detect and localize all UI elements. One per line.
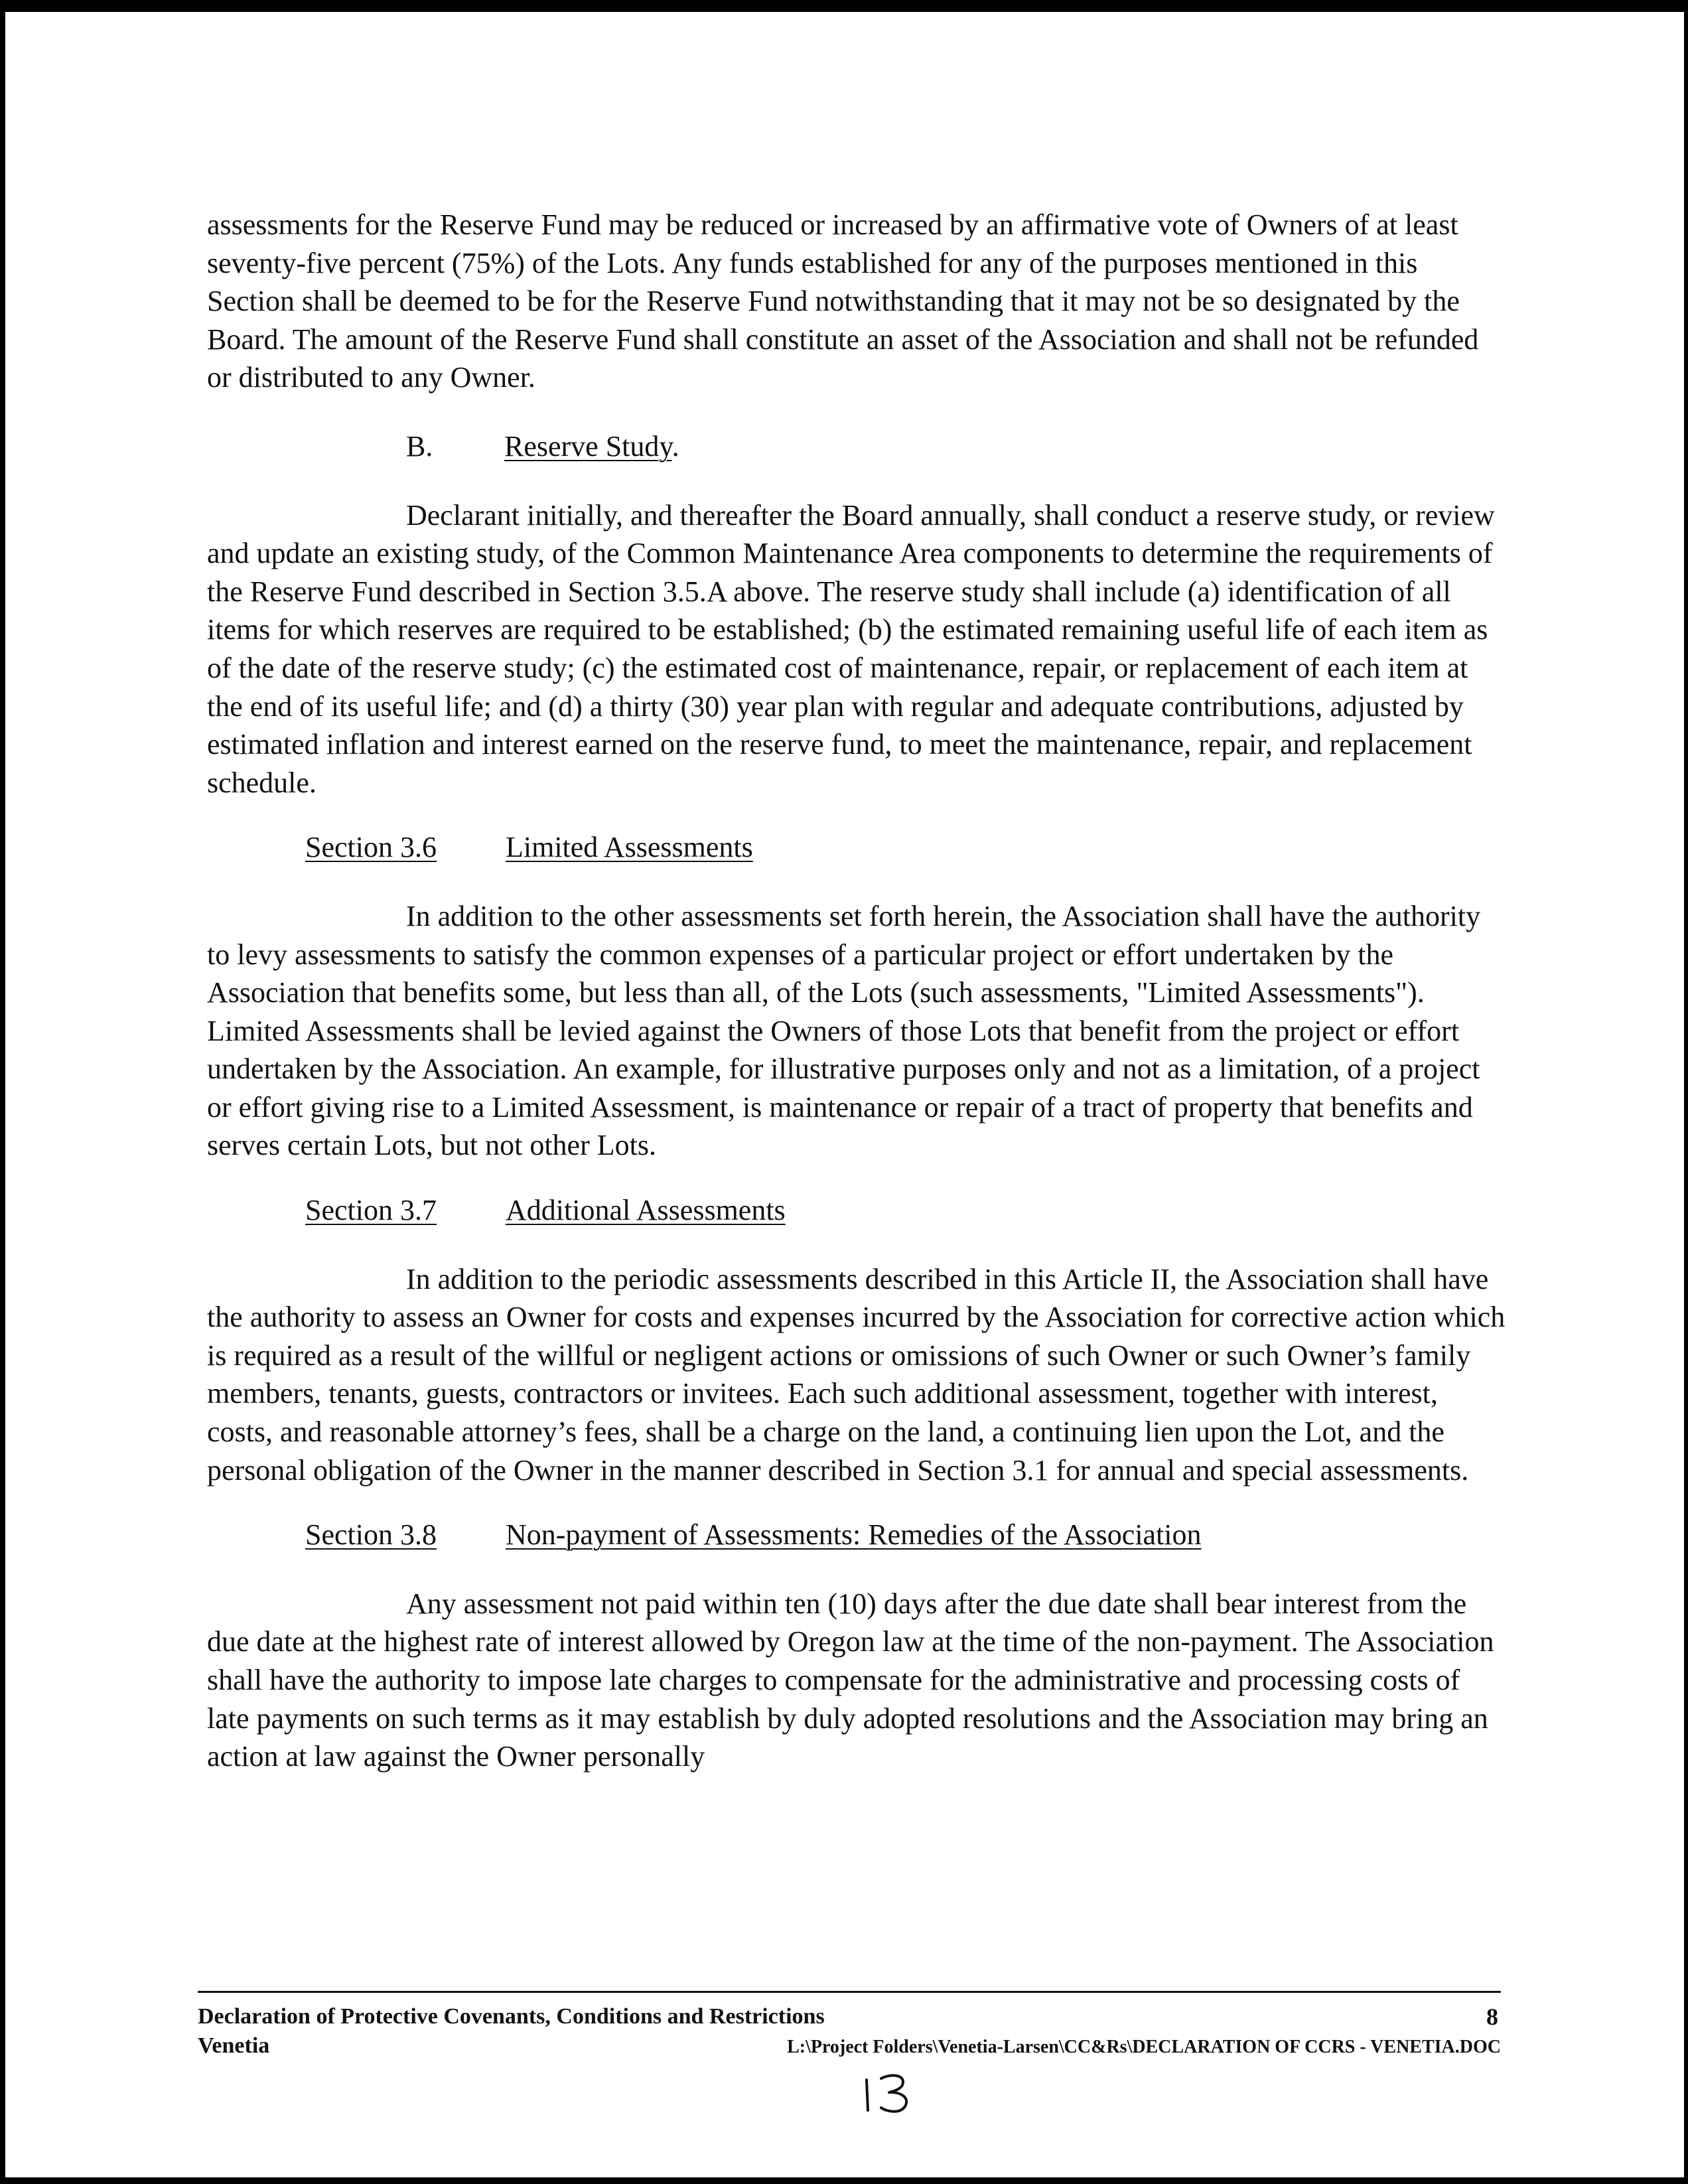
- section-3-6-title: Limited Assessments: [506, 831, 753, 864]
- scan-border-right: [1684, 0, 1688, 2184]
- scan-border-bottom: [0, 2177, 1688, 2184]
- scan-border-top: [0, 0, 1688, 12]
- page-footer: [198, 1991, 1501, 2062]
- page-number: 8: [1486, 2003, 1498, 2030]
- document-body: [207, 206, 1508, 1776]
- intro-paragraph: assessments for the Reserve Fund may be reduced or increased by an affirmative vote of Owners of at least seventy-five percent (75%) of the Lots. Any funds established for any of the purposes mentioned in this Section shall be deemed to be for the Reserve Fund notwithstanding that it may not be so designated by the Board. The amount of the Reserve Fund shall constitute an asset of the Association and shall not be refunded or distributed to any Owner.: [207, 208, 1479, 394]
- footer-doc-title: Declaration of Protective Covenants, Conditions and Restrictions: [198, 2004, 825, 2029]
- section-3-8-heading: [207, 1516, 1508, 1554]
- section-3-7-number: Section 3.7: [305, 1194, 437, 1227]
- subsection-b-heading: [207, 427, 1508, 466]
- scan-border-left: [0, 0, 5, 2184]
- section-3-7-heading: [207, 1191, 1508, 1230]
- footer-row-project: [198, 2031, 1501, 2062]
- section-3-8-title: Non-payment of Assessments: Remedies of the Association: [506, 1518, 1202, 1552]
- section-3-6-heading: [207, 828, 1508, 867]
- subsection-b-letter: B.: [406, 429, 433, 463]
- section-3-6-number: Section 3.6: [305, 831, 437, 864]
- section-3-7-title: Additional Assessments: [506, 1194, 786, 1227]
- subsection-b-title-wrap: [504, 427, 679, 466]
- subsection-b-paragraph: Declarant initially, and thereafter the Board annually, shall conduct a reserve study, or review and update an existing study, of the Common Maintenance Area components to determine the requirements of the Reserve Fund described in Section 3.5.A above. The reserve study shall include (a) identification of all items for which reserves are required to be established; (b) the estimated remaining useful life of each item as of the date of the reserve study; (c) the estimated cost of maintenance, repair, or replacement of each item at the end of its useful life; and (d) a thirty (30) year plan with regular and adequate contributions, adjusted by estimated inflation and interest earned on the reserve fund, to meet the maintenance, repair, and replacement schedule.: [207, 498, 1495, 799]
- footer-row-title: [198, 2002, 1501, 2031]
- section-3-6-paragraph: In addition to the other assessments set forth herein, the Association shall have the authority to levy assessments to satisfy the common expenses of a particular project or effort undertaken by the Association that benefits some, but less than all, of the Lots (such assessments, "Limited Assessments"). Limited Assessments shall be levied against the Owners of those Lots that benefit from the project or effort undertaken by the Association. An example, for illustrative purposes only and not as a limitation, of a project or effort giving rise to a Limited Assessment, is maintenance or repair of a tract of property that benefits and serves certain Lots, but not other Lots.: [207, 899, 1481, 1162]
- section-3-8-paragraph: Any assessment not paid within ten (10) days after the due date shall bear interest from the due date at the highest rate of interest allowed by Oregon law at the time of the non-payment. The Association shall have the authority to impose late charges to compensate for the administrative and processing costs of late payments on such terms as it may establish by duly adopted resolutions and the Association may bring an action at law against the Owner personally: [207, 1587, 1494, 1773]
- subsection-b-title: Reserve Study: [504, 429, 672, 463]
- subsection-b-title-suffix: .: [671, 429, 679, 463]
- section-3-8-number: Section 3.8: [305, 1518, 437, 1552]
- footer-file-path: L:\Project Folders\Venetia-Larsen\CC&Rs\DECLARATION OF CCRS - VENETIA.DOC: [787, 2037, 1501, 2057]
- section-3-7-paragraph: In addition to the periodic assessments described in this Article II, the Association shall have the authority to assess an Owner for costs and expenses incurred by the Association for corrective action which is required as a result of the willful or negligent actions or omissions of such Owner or such Owner’s family members, tenants, guests, contractors or invitees. Each such additional assessment, together with interest, costs, and reasonable attorney’s fees, shall be a charge on the land, a continuing lien upon the Lot, and the personal obligation of the Owner in the manner described in Section 3.1 for annual and special assessments.: [207, 1262, 1506, 1487]
- handwritten-page-mark: [861, 2071, 921, 2117]
- footer-project-name: Venetia: [198, 2033, 270, 2058]
